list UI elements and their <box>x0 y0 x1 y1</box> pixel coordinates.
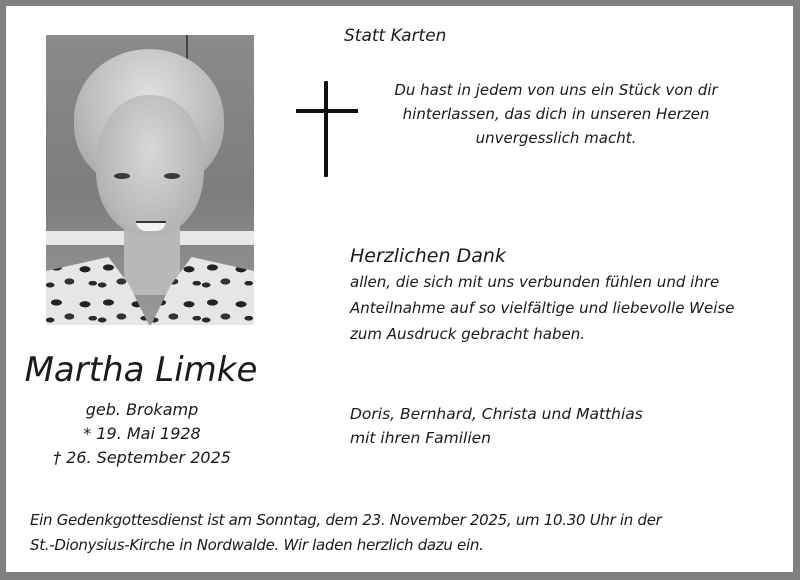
thanks-body <box>350 269 780 347</box>
signers-line: mit ihren Familien <box>350 429 491 447</box>
service-line: St.-Dionysius-Kirche in Nordwalde. Wir laden herzlich dazu ein. <box>30 536 484 554</box>
signers <box>350 402 643 450</box>
photo-right-eye <box>164 173 180 179</box>
deceased-name: Martha Limke <box>24 350 258 390</box>
photo-face <box>96 95 204 235</box>
death-date: † 26. September 2025 <box>53 448 231 467</box>
thanks-line: allen, die sich mit uns verbunden fühlen und ihre <box>350 273 720 291</box>
cross-icon <box>296 81 358 181</box>
maiden-name: geb. Brokamp <box>85 400 199 419</box>
photo-left-eye <box>114 173 130 179</box>
portrait-photo <box>46 35 254 325</box>
thanks-line: zum Ausdruck gebracht haben. <box>350 325 585 343</box>
quote-line: Du hast in jedem von uns ein Stück von dir <box>394 81 718 99</box>
deceased-details <box>42 398 242 470</box>
thanks-line: Anteilnahme auf so vielfältige und liebevolle Weise <box>350 299 735 317</box>
signers-line: Doris, Bernhard, Christa und Matthias <box>350 405 643 423</box>
quote-line: unvergesslich macht. <box>475 129 637 147</box>
quote-line: hinterlassen, das dich in unseren Herzen <box>402 105 710 123</box>
cross-horizontal-bar <box>296 109 358 113</box>
memorial-quote <box>376 78 736 150</box>
birth-date: * 19. Mai 1928 <box>83 424 201 443</box>
statt-karten-heading: Statt Karten <box>344 26 447 46</box>
memorial-service-notice <box>30 508 770 558</box>
obituary-card <box>6 6 793 572</box>
cross-vertical-bar <box>324 81 328 177</box>
service-line: Ein Gedenkgottesdienst ist am Sonntag, dem 23. November 2025, um 10.30 Uhr in der <box>30 511 662 529</box>
thanks-title: Herzlichen Dank <box>350 245 506 267</box>
